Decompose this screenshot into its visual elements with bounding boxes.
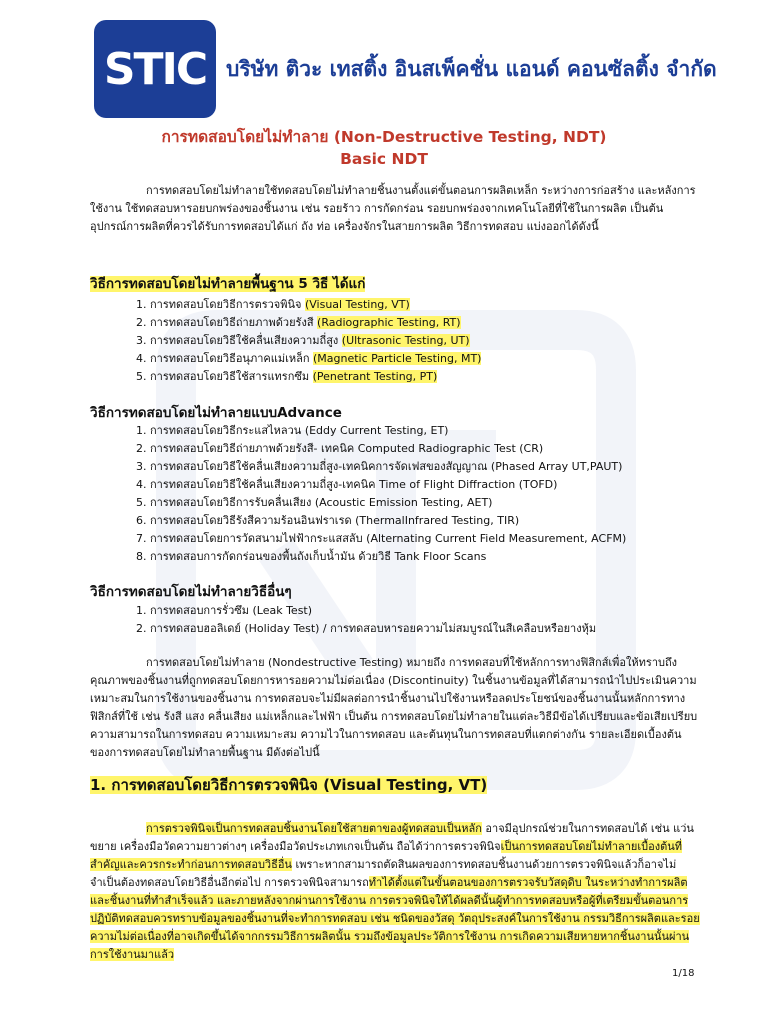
page-number: 1/18 bbox=[672, 968, 695, 979]
doc-subtitle: Basic NDT bbox=[340, 150, 428, 168]
page-header bbox=[94, 20, 717, 118]
other-methods-list bbox=[136, 602, 716, 638]
vt-section-heading bbox=[90, 769, 510, 801]
list-item: 2. การทดสอบฮอลิเดย์ (Holiday Test) / การทดสอบหารอยความไม่สมบูรณ์ในสีเคลือบหรือยางหุ้ม bbox=[136, 622, 597, 635]
vt-paragraph: การตรวจพินิจเป็นการทดสอบชิ้นงานโดยใช้สายตาของผู้ทดสอบเป็นหลัก อาจมีอุปกรณ์ช่วยในการทดสอบได้ เช่น แว่นขยาย เครื่องมือวัดความยาวต่างๆ เครื่องมือวัดประเภทเกจเป็นต้น ถือได้ว่าการตรวจพินิจเป็นการทดสอบโดยไม่ทำลายเบื้องต้นที่สำคัญและควรกระทำก่อนการทดสอบวิธีอื่น เพราะหากสามารถตัดสินผลของการทดสอบชิ้นงานด้วยการตรวจพินิจแล้วก็อาจไม่จำเป็นต้องทดสอบโดยวิธีอื่นอีกต่อไป การตรวจพินิจสามารถทำได้ตั้งแต่ในขั้นตอนของการตรวจรับวัสดุดิบ ในระหว่างทำการผลิตและชิ้นงานที่ทำสำเร็จแล้ว และภายหลังจากผ่านการใช้งาน การตรวจพินิจให้ได้ผลดีนั้นผู้ทำการทดสอบหรือผู้ที่เตรียมขั้นตอนการปฏิบัติทดสอบควรทราบข้อมูลของชิ้นงานที่จะทำการทดสอบ เช่น ชนิดของวัสดุ วัตถุประสงค์ในการใช้งาน กรรมวิธีการผลิตและรอยความไม่ต่อเนื่องที่อาจเกิดขึ้นได้จากกรรมวิธีการผลิตนั้น รวมถึงข้อมูลประวัติการใช้งาน การเกิดความเสียหายหากชิ้นงานนั้นผ่านการใช้งานมาแล้ว bbox=[90, 822, 700, 961]
list-item: 3. การทดสอบโดยวิธีใช้คลื่นเสียงความถี่สูง (Ultrasonic Testing, UT) bbox=[136, 334, 470, 347]
list-item: 3. การทดสอบโดยวิธีใช้คลื่นเสียงความถี่สูง-เทคนิคการจัดเฟสของสัญญาณ (Phased Array UT,PAUT) bbox=[136, 460, 623, 473]
basic-methods-list bbox=[136, 296, 716, 386]
list-item: 2. การทดสอบโดยวิธีถ่ายภาพด้วยรังสี (Radiographic Testing, RT) bbox=[136, 316, 461, 329]
list-item: 7. การทดสอบโดยการวัดสนามไฟฟ้ากระแสสลับ (Alternating Current Field Measurement, ACFM) bbox=[136, 532, 627, 545]
doc-title: การทดสอบโดยไม่ทำลาย (Non-Destructive Testing, NDT) bbox=[161, 128, 607, 146]
company-logo: STIC bbox=[94, 20, 216, 118]
vt-heading-text: 1. การทดสอบโดยวิธีการตรวจพินิจ (Visual Testing, VT) bbox=[90, 776, 488, 794]
intro-paragraph: การทดสอบโดยไม่ทำลายใช้ทดสอบโดยไม่ทำลายชิ้นงานตั้งแต่ขั้นตอนการผลิตเหล็ก ระหว่างการก่อสร้าง และหลังการใช้งาน ใช้ทดสอบหารอยบกพร่องของชิ้นงาน เช่น รอยร้าว การกัดกร่อน รอยบกพร่องจากเทคโนโลยีที่ใช้ในการผลิต เป็นต้น อุปกรณ์การผลิตที่ควรได้รับการทดสอบได้แก่ ถัง ท่อ เครื่องจักรในสายการผลิต วิธีการทดสอบ แบ่งออกได้ดังนี้ bbox=[90, 184, 696, 233]
advance-methods-heading: วิธีการทดสอบโดยไม่ทำลายแบบAdvance bbox=[90, 405, 342, 421]
other-methods-heading: วิธีการทดสอบโดยไม่ทำลายวิธีอื่นๆ bbox=[90, 584, 292, 600]
list-item: 8. การทดสอบการกัดกร่อนของพื้นถังเก็บน้ำมัน ด้วยวิธี Tank Floor Scans bbox=[136, 550, 487, 563]
list-item: 1. การทดสอบโดยวิธีการตรวจพินิจ (Visual Testing, VT) bbox=[136, 298, 410, 311]
list-item: 4. การทดสอบโดยวิธีอนุภาคแม่เหล็ก (Magnetic Particle Testing, MT) bbox=[136, 352, 482, 365]
list-item: 4. การทดสอบโดยวิธีใช้คลื่นเสียงความถี่สูง-เทคนิค Time of Flight Diffraction (TOFD) bbox=[136, 478, 558, 491]
basic-methods-heading bbox=[90, 272, 365, 294]
definition-paragraph: การทดสอบโดยไม่ทำลาย (Nondestructive Testing) หมายถึง การทดสอบที่ใช้หลักการทางฟิสิกส์เพื่อให้ทราบถึงคุณภาพของชิ้นงานที่ถูกทดสอบโดยการหารอยความไม่ต่อเนื่อง (Discontinuity) ในชิ้นงานข้อมูลที่ได้สามารถนำไปประเมินความเหมาะสมในการใช้งานของชิ้นงาน การทดสอบจะไม่มีผลต่อการนำชิ้นงานไปใช้งานหรือลดประโยชน์ของชิ้นงานนั้นหลักการทางฟิสิกส์ที่ใช้ เช่น รังสี แสง คลื่นเสียง แม่เหล็กและไฟฟ้า เป็นต้น การทดสอบโดยไม่ทำลายในแต่ละวิธีมีข้อได้เปรียบและข้อเสียเปรียบ ความสามารถในการทดสอบ ความเหมาะสม ความไวในการทดสอบ และต้นทุนในการทดสอบที่แตกต่างกัน รายละเอียดเบื้องต้นของการทดสอบโดยไม่ทำลายพื้นฐาน มีดังต่อไปนี้ bbox=[90, 656, 698, 759]
basic-methods-heading-text: วิธีการทดสอบโดยไม่ทำลายพื้นฐาน 5 วิธี ได้แก่ bbox=[90, 276, 366, 292]
list-item: 1. การทดสอบการรั่วซึม (Leak Test) bbox=[136, 604, 313, 617]
list-item: 5. การทดสอบโดยวิธีใช้สารแทรกซึม (Penetrant Testing, PT) bbox=[136, 370, 438, 383]
list-item: 5. การทดสอบโดยวิธีการรับคลื่นเสียง (Acoustic Emission Testing, AET) bbox=[136, 496, 493, 509]
advance-methods-list bbox=[136, 422, 716, 566]
company-name: บริษัท ติวะ เทสติ้ง อินสเพ็คชั่น แอนด์ คอนซัลติ้ง จำกัด bbox=[226, 55, 717, 81]
list-item: 1. การทดสอบโดยวิธีกระแสไหลวน (Eddy Current Testing, ET) bbox=[136, 424, 449, 437]
list-item: 6. การทดสอบโดยวิธีรังสีความร้อนอินฟราเรด (ThermalInfrared Testing, TIR) bbox=[136, 514, 520, 527]
list-item: 2. การทดสอบโดยวิธีถ่ายภาพด้วยรังสี- เทคนิค Computed Radiographic Test (CR) bbox=[136, 442, 544, 455]
